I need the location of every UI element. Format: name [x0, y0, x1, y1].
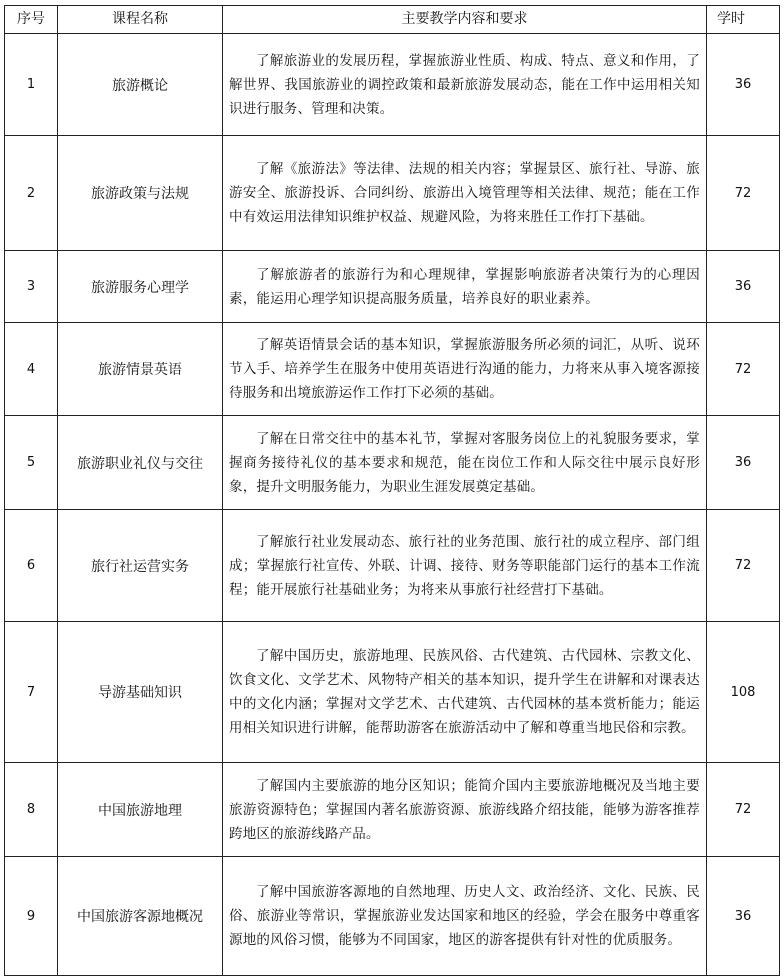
row-content: 了解在日常交往中的基本礼节，掌握对客服务岗位上的礼貌服务要求，掌握商务接待礼仪的基本要求和规范，能在岗位工作和人际交往中展示良好形象，提升文明服务能力，为职业生涯发展奠定基础。 [229, 430, 700, 495]
row-content: 了解《旅游法》等法律、法规的相关内容；掌握景区、旅行社、导游、旅游安全、旅游投诉、合同纠纷、旅游出入境管理等相关法律、规范；能在工作中有效运用法律知识维护权益、规避风险，为将来胜任工作打下基础。 [229, 161, 700, 225]
row-hours: 36 [707, 416, 780, 510]
course-table [4, 5, 780, 976]
row-course-name: 导游基础知识 [58, 622, 223, 763]
row-content-cell [223, 857, 707, 976]
row-no: 2 [5, 136, 58, 251]
row-content: 了解旅游业的发展历程，掌握旅游业性质、构成、特点、意义和作用，了解世界、我国旅游业的调控政策和最新旅游发展动态，能在工作中运用相关知识进行服务、管理和决策。 [229, 52, 700, 117]
table-row [5, 136, 780, 251]
row-content-cell [223, 416, 707, 510]
row-no: 5 [5, 416, 58, 510]
row-content-cell [223, 136, 707, 251]
row-course-name: 旅游概论 [58, 34, 223, 136]
row-course-name: 旅行社运营实务 [58, 510, 223, 622]
row-content: 了解中国旅游客源地的自然地理、历史人文、政治经济、文化、民族、民俗、旅游业等常识，掌握旅游业发达国家和地区的经验，学会在服务中尊重客源地的风俗习惯，能够为不同国家，地区的游客提供有针对性的优质服务。 [229, 884, 700, 948]
row-hours: 72 [707, 136, 780, 251]
row-no: 3 [5, 251, 58, 323]
row-no: 8 [5, 763, 58, 857]
table-header [5, 6, 780, 34]
row-content: 了解国内主要旅游的地分区知识；能简介国内主要旅游地概况及当地主要旅游资源特色；掌握国内著名旅游资源、旅游线路介绍技能，能够为游客推荐跨地区的旅游线路产品。 [229, 777, 700, 842]
table-body [5, 34, 780, 976]
row-hours: 72 [707, 323, 780, 416]
table-row [5, 416, 780, 510]
header-no: 序号 [5, 6, 58, 34]
header-row [5, 6, 780, 34]
row-hours: 72 [707, 510, 780, 622]
row-course-name: 旅游职业礼仪与交往 [58, 416, 223, 510]
row-course-name: 旅游服务心理学 [58, 251, 223, 323]
row-content-cell [223, 763, 707, 857]
row-content-cell [223, 251, 707, 323]
row-content-cell [223, 323, 707, 416]
row-course-name: 旅游情景英语 [58, 323, 223, 416]
header-hours: 学时 [707, 6, 780, 34]
row-no: 7 [5, 622, 58, 763]
table-row [5, 763, 780, 857]
table-row [5, 323, 780, 416]
row-course-name: 旅游政策与法规 [58, 136, 223, 251]
table-row [5, 622, 780, 763]
row-hours: 36 [707, 857, 780, 976]
row-content: 了解英语情景会话的基本知识，掌握旅游服务所必须的词汇，从听、说环节入手、培养学生在服务中使用英语进行沟通的能力，力将来从事入境客源接待服务和出境旅游运作工作打下必须的基础。 [229, 337, 700, 401]
table-row [5, 857, 780, 976]
row-no: 4 [5, 323, 58, 416]
header-content: 主要教学内容和要求 [223, 6, 707, 34]
row-course-name: 中国旅游客源地概况 [58, 857, 223, 976]
row-content: 了解中国历史，旅游地理、民族风俗、古代建筑、古代园林、宗教文化、饮食文化、文学艺术、风物特产相关的基本知识，提升学生在讲解和对课表达中的文化内涵；掌握对文学艺术、古代建筑、古代园林的基本赏析能力；能运用相关知识进行讲解，能帮助游客在旅游活动中了解和尊重当地民俗和宗教。 [229, 648, 700, 736]
row-hours: 36 [707, 251, 780, 323]
row-hours: 36 [707, 34, 780, 136]
row-no: 9 [5, 857, 58, 976]
row-no: 6 [5, 510, 58, 622]
row-content-cell [223, 510, 707, 622]
table-row [5, 251, 780, 323]
row-course-name: 中国旅游地理 [58, 763, 223, 857]
table-row [5, 510, 780, 622]
row-no: 1 [5, 34, 58, 136]
row-hours: 72 [707, 763, 780, 857]
row-content-cell [223, 34, 707, 136]
row-content: 了解旅行社业发展动态、旅行社的业务范围、旅行社的成立程序、部门组成；掌握旅行社宣传、外联、计调、接待、财务等职能部门运行的基本工作流程；能开展旅行社基础业务；为将来从事旅行社经营打下基础。 [229, 533, 700, 598]
row-content: 了解旅游者的旅游行为和心理规律，掌握影响旅游者决策行为的心理因素，能运用心理学知识提高服务质量，培养良好的职业素养。 [229, 266, 700, 307]
table-row [5, 34, 780, 136]
row-hours: 108 [707, 622, 780, 763]
row-content-cell [223, 622, 707, 763]
header-course-name: 课程名称 [58, 6, 223, 34]
